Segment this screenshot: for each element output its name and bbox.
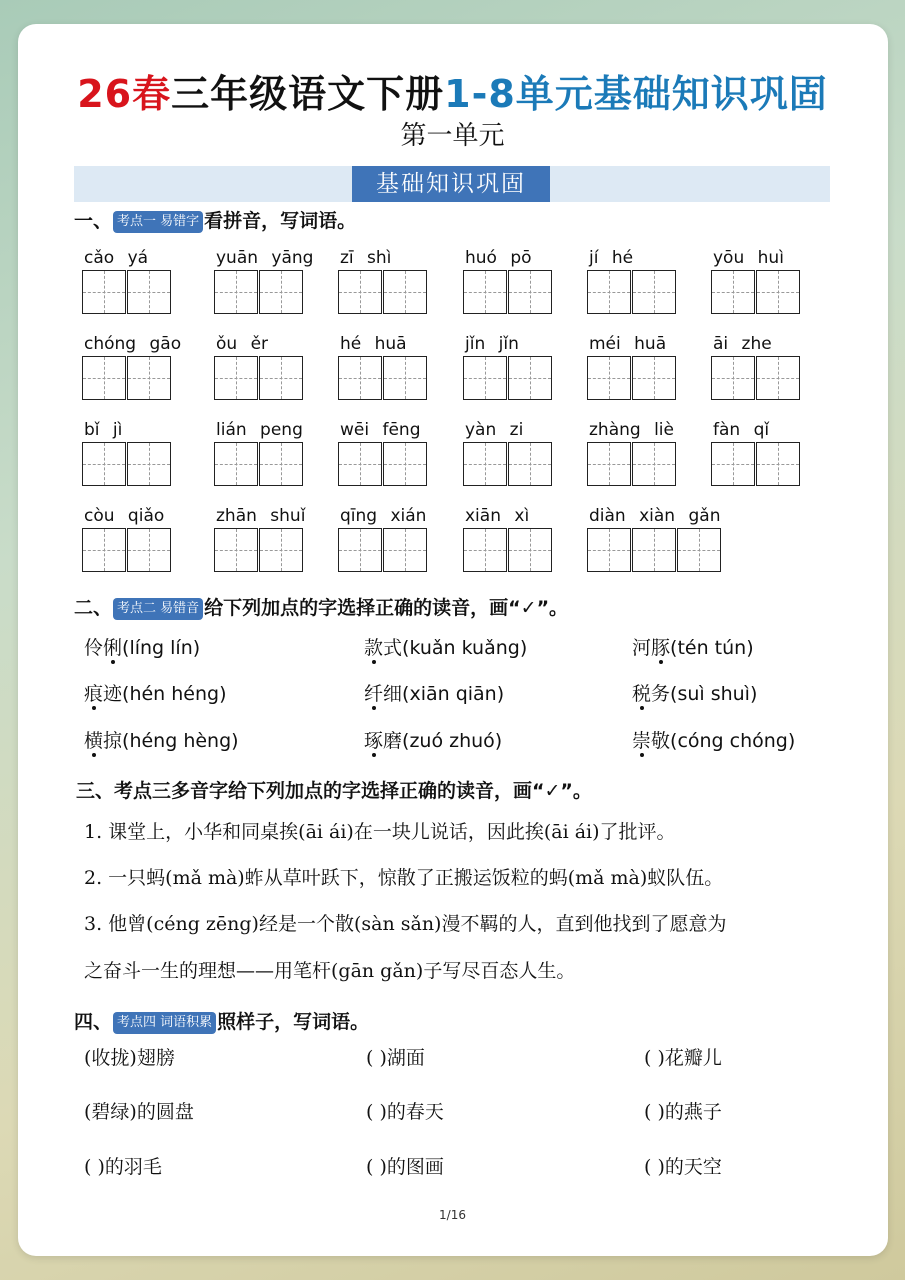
phrase-blank[interactable]: ( )的燕子	[644, 1101, 722, 1123]
reading-options: (héng hèng)	[122, 730, 239, 752]
phrase-blank[interactable]: ( )的图画	[366, 1156, 444, 1178]
reading-item	[84, 680, 227, 708]
reading-word: 纤细	[364, 683, 403, 705]
pinyin-label: lián peng	[216, 420, 303, 440]
reading-options: (suì shuì)	[670, 683, 758, 705]
phrase-blank[interactable]: ( )的天空	[644, 1156, 722, 1178]
reading-options: (xiān qiān)	[402, 683, 505, 705]
writing-box[interactable]	[259, 270, 303, 314]
writing-box[interactable]	[82, 270, 126, 314]
reading-item	[364, 634, 527, 662]
writing-box[interactable]	[508, 442, 552, 486]
reading-item	[364, 727, 502, 755]
writing-box[interactable]	[677, 528, 721, 572]
section1-tag: 考点一 易错字	[113, 211, 203, 233]
section1-instruction: 看拼音，写词语。	[204, 210, 357, 232]
pinyin-label: bǐ jì	[84, 420, 123, 440]
phrase-blank[interactable]: ( )的春天	[366, 1101, 444, 1123]
reading-options: (hén héng)	[122, 683, 227, 705]
reading-item	[84, 727, 239, 755]
reading-word: 河豚	[632, 637, 671, 659]
reading-word: 税务	[632, 683, 671, 705]
pinyin-label: jǐn jǐn	[465, 334, 519, 354]
writing-box[interactable]	[338, 528, 382, 572]
reading-word: 伶俐	[84, 637, 123, 659]
sentence-3: 3. 他曾(céng zēng)经是一个散(sàn sǎn)漫不羁的人，直到他找到了愿意为	[84, 913, 727, 935]
writing-box[interactable]	[127, 356, 171, 400]
pinyin-label: méi huā	[589, 334, 667, 354]
pinyin-label: āi zhe	[713, 334, 772, 354]
sentence-1: 1. 课堂上，小华和同桌挨(āi ái)在一块儿说话，因此挨(āi ái)了批评。	[84, 821, 676, 843]
writing-box[interactable]	[508, 356, 552, 400]
pinyin-label: zhān shuǐ	[216, 506, 306, 526]
reading-item	[364, 680, 504, 708]
sentence-2: 2. 一只蚂(mǎ mà)蚱从草叶跃下，惊散了正搬运饭粒的蚂(mǎ mà)蚁队伍。	[84, 867, 724, 889]
writing-box[interactable]	[383, 442, 427, 486]
reading-options: (tén tún)	[670, 637, 754, 659]
writing-box[interactable]	[587, 270, 631, 314]
writing-box[interactable]	[463, 270, 507, 314]
reading-word: 崇敬	[632, 730, 671, 752]
writing-box[interactable]	[82, 356, 126, 400]
writing-box[interactable]	[127, 442, 171, 486]
writing-box[interactable]	[338, 442, 382, 486]
writing-box[interactable]	[508, 528, 552, 572]
reading-options: (líng lín)	[122, 637, 201, 659]
writing-box[interactable]	[711, 270, 755, 314]
section2-tag: 考点二 易错音	[113, 598, 203, 620]
writing-box[interactable]	[632, 442, 676, 486]
writing-box[interactable]	[756, 270, 800, 314]
title-grade: 三年级语文下册	[171, 72, 445, 116]
writing-box[interactable]	[463, 442, 507, 486]
pinyin-label: xiān xì	[465, 506, 530, 526]
reading-options: (zuó zhuó)	[402, 730, 503, 752]
writing-box[interactable]	[214, 356, 258, 400]
writing-box[interactable]	[756, 356, 800, 400]
writing-box[interactable]	[587, 442, 631, 486]
writing-box[interactable]	[587, 528, 631, 572]
writing-box[interactable]	[338, 356, 382, 400]
phrase-blank[interactable]: ( )湖面	[366, 1047, 425, 1069]
phrase-blank[interactable]: ( )花瓣儿	[644, 1047, 722, 1069]
reading-item	[84, 634, 200, 662]
writing-box[interactable]	[259, 356, 303, 400]
writing-box[interactable]	[383, 528, 427, 572]
writing-box[interactable]	[508, 270, 552, 314]
section-band-label: 基础知识巩固	[352, 166, 550, 202]
writing-box[interactable]	[383, 356, 427, 400]
reading-item	[632, 680, 757, 708]
writing-box[interactable]	[463, 528, 507, 572]
reading-word: 痕迹	[84, 683, 123, 705]
phrase-blank: (收拢)翅膀	[84, 1047, 175, 1069]
reading-word: 琢磨	[364, 730, 403, 752]
pinyin-label: hé huā	[340, 334, 407, 354]
unit-heading: 第一单元	[400, 121, 505, 151]
section1-number: 一、	[74, 210, 113, 232]
section2-heading	[74, 595, 568, 621]
writing-box[interactable]	[259, 442, 303, 486]
pinyin-label: huó pō	[465, 248, 532, 268]
pinyin-label: zī shì	[340, 248, 392, 268]
title-year: 26春	[77, 72, 172, 116]
writing-box[interactable]	[711, 442, 755, 486]
phrase-blank[interactable]: ( )的羽毛	[84, 1156, 162, 1178]
writing-box[interactable]	[756, 442, 800, 486]
writing-box[interactable]	[214, 528, 258, 572]
pinyin-label: qīng xián	[340, 506, 427, 526]
section2-instruction: 给下列加点的字选择正确的读音，画“✓”。	[204, 597, 569, 619]
title-subject: 1-8单元基础知识巩固	[444, 72, 828, 116]
reading-options: (kuǎn kuǎng)	[402, 637, 528, 659]
writing-box[interactable]	[82, 442, 126, 486]
pinyin-label: yàn zi	[465, 420, 524, 440]
writing-box[interactable]	[383, 270, 427, 314]
reading-item	[632, 634, 754, 662]
writing-box[interactable]	[214, 270, 258, 314]
writing-box[interactable]	[127, 528, 171, 572]
pinyin-label: ǒu ěr	[216, 334, 269, 354]
page-number: 1/16	[439, 1208, 466, 1222]
section4-heading	[74, 1009, 369, 1035]
writing-box[interactable]	[214, 442, 258, 486]
section2-number: 二、	[74, 597, 113, 619]
pinyin-label: còu qiǎo	[84, 506, 165, 526]
reading-item	[632, 727, 795, 755]
pinyin-label: diàn xiàn gǎn	[589, 506, 721, 526]
phrase-blank: (碧绿)的圆盘	[84, 1101, 194, 1123]
writing-box[interactable]	[632, 528, 676, 572]
writing-box[interactable]	[463, 356, 507, 400]
writing-box[interactable]	[711, 356, 755, 400]
pinyin-label: yuān yāng	[216, 248, 314, 268]
writing-box[interactable]	[632, 270, 676, 314]
writing-box[interactable]	[82, 528, 126, 572]
section3-heading: 三、考点三多音字给下列加点的字选择正确的读音，画“✓”。	[76, 780, 592, 802]
reading-word: 款式	[364, 637, 403, 659]
section4-number: 四、	[74, 1011, 113, 1033]
writing-box[interactable]	[338, 270, 382, 314]
pinyin-label: fàn qǐ	[713, 420, 770, 440]
writing-box[interactable]	[632, 356, 676, 400]
reading-word: 横掠	[84, 730, 123, 752]
writing-box[interactable]	[127, 270, 171, 314]
pinyin-label: zhàng liè	[589, 420, 674, 440]
sentence-3-continued: 之奋斗一生的理想——用笔杆(gān gǎn)子写尽百态人生。	[84, 960, 576, 982]
writing-box[interactable]	[587, 356, 631, 400]
writing-box[interactable]	[259, 528, 303, 572]
section4-tag: 考点四 词语积累	[113, 1012, 216, 1034]
pinyin-label: chóng gāo	[84, 334, 182, 354]
section4-instruction: 照样子，写词语。	[217, 1011, 370, 1033]
reading-options: (cóng chóng)	[670, 730, 796, 752]
pinyin-label: jí hé	[589, 248, 634, 268]
pinyin-label: yōu huì	[713, 248, 784, 268]
page-title	[0, 72, 905, 116]
pinyin-label: wēi fēng	[340, 420, 421, 440]
pinyin-label: cǎo yá	[84, 248, 149, 268]
section1-heading	[74, 208, 356, 234]
